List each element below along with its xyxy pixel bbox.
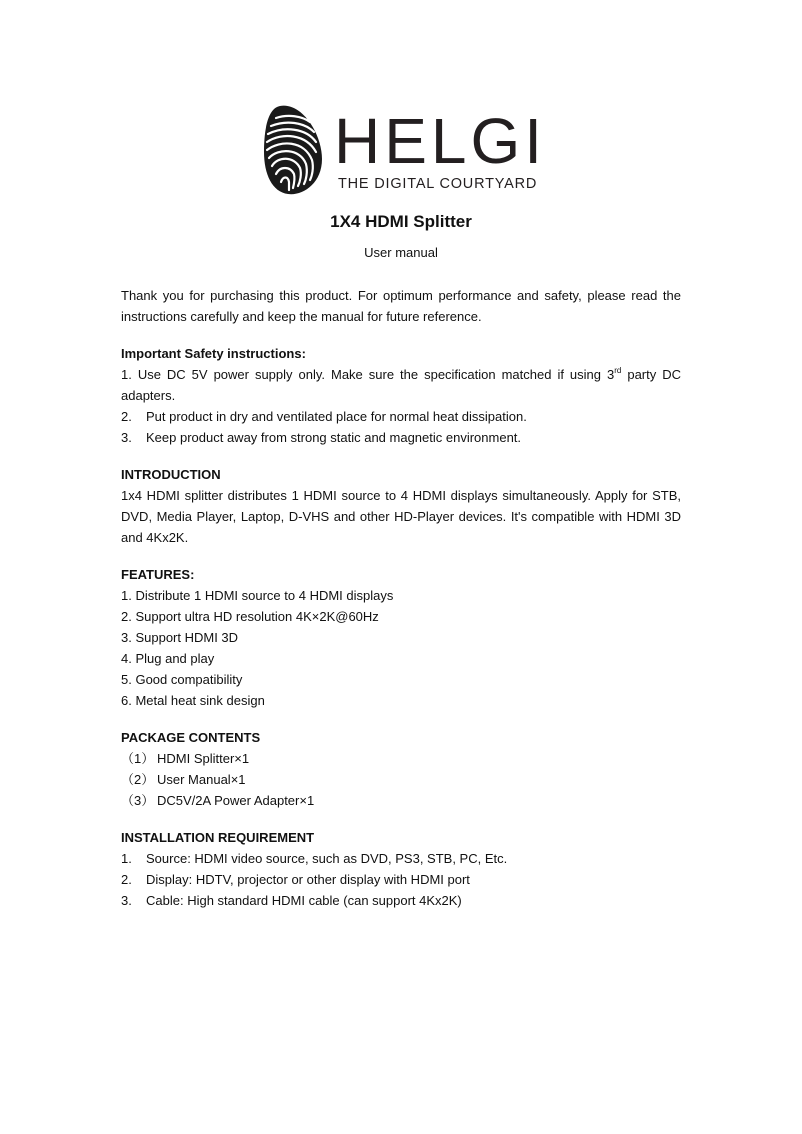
feature-item: 5. Good compatibility	[121, 672, 243, 687]
intro-paragraph: Thank you for purchasing this product. For optimum performance and safety, please read the instructions carefully and keep the manual for future reference.	[121, 288, 681, 324]
package-heading: PACKAGE CONTENTS	[121, 730, 261, 745]
package-item: （3） DC5V/2A Power Adapter×1	[121, 793, 315, 808]
installation-heading: INSTALLATION REQUIREMENT	[121, 830, 315, 845]
introduction-heading: INTRODUCTION	[121, 467, 221, 482]
document-title: 1X4 HDMI Splitter	[330, 212, 472, 231]
features-heading: FEATURES:	[121, 567, 195, 582]
feature-item: 2. Support ultra HD resolution 4K×2K@60Hz	[121, 609, 379, 624]
feature-item: 3. Support HDMI 3D	[121, 630, 239, 645]
feature-item: 1. Distribute 1 HDMI source to 4 HDMI displays	[121, 588, 394, 603]
brand-tagline: THE DIGITAL COURTYARD	[338, 176, 538, 192]
installation-item: 3. Cable: High standard HDMI cable (can support 4Kx2K)	[121, 893, 462, 908]
document-body	[121, 285, 681, 911]
brand-name: HELGI	[334, 105, 547, 177]
safety-heading: Important Safety instructions:	[121, 346, 306, 361]
package-item: （2） User Manual×1	[121, 772, 246, 787]
safety-item-2: 2. Put product in dry and ventilated place for normal heat dissipation.	[121, 409, 527, 424]
installation-item: 2. Display: HDTV, projector or other display with HDMI port	[121, 872, 470, 887]
introduction-text: 1x4 HDMI splitter distributes 1 HDMI source to 4 HDMI displays simultaneously. Apply for STB, DVD, Media Player, Laptop, D-VHS and other HD-Player devices. It's compatible with HDMI 3D and 4Kx2K.	[121, 488, 681, 545]
helgi-logo	[262, 104, 547, 198]
feature-item: 4. Plug and play	[121, 651, 215, 666]
fingerprint-icon	[262, 104, 324, 196]
installation-item: 1. Source: HDMI video source, such as DVD, PS3, STB, PC, Etc.	[121, 851, 508, 866]
document-subtitle: User manual	[364, 245, 438, 260]
feature-item: 6. Metal heat sink design	[121, 693, 265, 708]
safety-item-3: 3. Keep product away from strong static and magnetic environment.	[121, 430, 522, 445]
package-item: （1） HDMI Splitter×1	[121, 751, 250, 766]
safety-item-1: 1. Use DC 5V power supply only. Make sure the specification matched if using 3rd party DC adapters.	[121, 366, 682, 403]
